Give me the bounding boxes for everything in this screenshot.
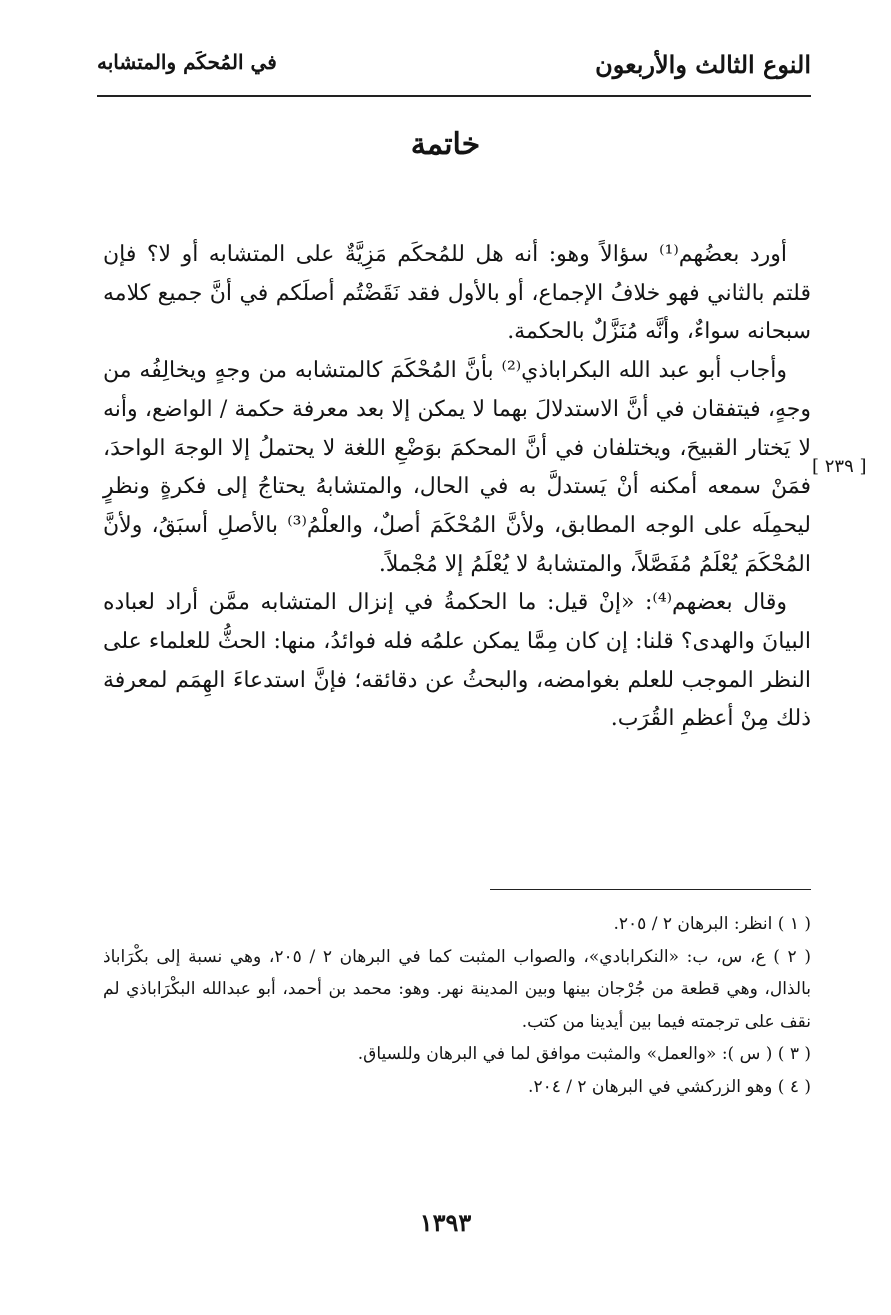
paragraph-1: أورد بعضُهم⁽¹⁾ سؤالاً وهو: أنه هل للمُحكَم مَزِيَّةٌ على المتشابه أو لا؟ فإن قلتم بالثاني فهو خلافُ الإجماع، أو بالأول فقد نَقَضْتُم أصلَكم في أنَّ جميع كلامه سبحانه سواءٌ، وأنَّه مُنَزَّلٌ بالحكمة. — [103, 242, 811, 345]
footnotes — [103, 908, 811, 1103]
header-rule — [97, 95, 811, 97]
running-header-subject: في المُحكَم والمتشابه — [97, 50, 277, 74]
main-text — [103, 236, 811, 739]
footnote-4: ( ٤ ) وهو الزركشي في البرهان ٢ / ٢٠٤. — [528, 1076, 811, 1097]
running-header-chapter: النوع الثالث والأربعون — [595, 50, 811, 79]
footnote-rule — [490, 889, 811, 890]
margin-page-reference: [ ٢٣٩ ] — [812, 456, 867, 477]
page-number: ١٣٩٣ — [419, 1208, 472, 1237]
paragraph-2: وأجاب أبو عبد الله البكراباذي⁽²⁾ بأنَّ المُحْكَمَ كالمتشابه من وجهٍ ويخالِفُه من وجهٍ، فيتفقان في أنَّ الاستدلالَ بهما لا يمكن إلا بعد معرفة حكمة / الواضع، وأنه لا يَختار القبيحَ، ويختلفان في أنَّ المحكمَ بوَضْعِ اللغة لا يحتملُ إلا الوجهَ الواحدَ، فمَنْ سمعه أمكنه أنْ يَستدلَّ به في الحال، والمتشابهُ يحتاجُ إلى فكرةٍ ونظرٍ ليحمِلَه على الوجه المطابق، ولأنَّ المُحْكَمَ أصلٌ، والعلْمُ⁽³⁾ بالأصلِ أسبَقُ، ولأنَّ المُحْكَمَ يُعْلَمُ مُفَصَّلاً، والمتشابهُ لا يُعْلَمُ إلا مُجْملاً. — [103, 358, 812, 577]
section-title: خاتمة — [410, 127, 481, 162]
paragraph-3: وقال بعضهم⁽⁴⁾: «إنْ قيل: ما الحكمةُ في إنزال المتشابه ممَّن أراد لعباده البيانَ والهدى؟ قلنا: إن كان مِمَّا يمكن علمُه فله فوائدُ، منها: الحثُّ للعلماء على النظر الموجب للعلم بغوامضه، والبحثُ عن دقائقه؛ فإنَّ استدعاءَ الهِمَم لمعرفة ذلك مِنْ أعظمِ القُرَب. — [103, 590, 811, 732]
footnote-2: ( ٢ ) ع، س، ب: «النكرابادي»، والصواب المثبت كما في البرهان ٢ / ٢٠٥، وهي نسبة إلى بكْرَاباذ بالذال، وهي قطعة من جُرْجان بينها وبين المدينة نهر. وهو: محمد بن أحمد، أبو عبدالله البكْرَاباذي لم نقف على ترجمته فيما بين أيدينا من كتب. — [103, 946, 811, 1032]
footnote-1: ( ١ ) انظر: البرهان ٢ / ٢٠٥. — [613, 914, 811, 934]
footnote-3: ( ٣ ) ( س ): «والعمل» والمثبت موافق لما في البرهان وللسياق. — [357, 1044, 811, 1064]
